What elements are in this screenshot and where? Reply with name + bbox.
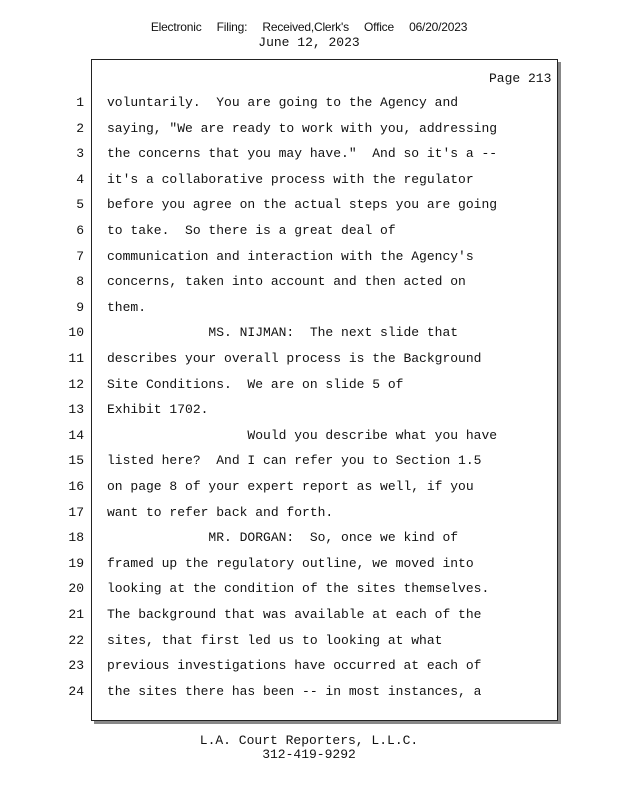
line-text: voluntarily. You are going to the Agency and: [107, 95, 459, 110]
transcript-line: [0, 428, 618, 448]
line-number: 23: [68, 658, 84, 674]
transcript-line: [0, 479, 618, 499]
line-text: The background that was available at each of the: [107, 607, 482, 622]
line-text: Would you describe what you have: [107, 427, 498, 443]
line-text: Exhibit 1702.: [107, 402, 209, 418]
transcript-line: [0, 197, 618, 217]
line-text: looking at the condition of the sites themselves.: [107, 581, 490, 597]
filing-stamp-date: 06/20/2023: [409, 20, 468, 34]
line-number: 11: [68, 351, 84, 366]
transcript-line: [0, 505, 618, 525]
line-number: 17: [68, 504, 84, 520]
filing-stamp: [0, 20, 618, 34]
filing-stamp-word: Received,Clerk's: [262, 20, 349, 34]
transcript-line: [0, 581, 618, 601]
line-text: describes your overall process is the Background: [107, 351, 482, 366]
line-text: framed up the regulatory outline, we moved into: [107, 555, 474, 571]
line-number: 4: [76, 171, 84, 187]
transcript-date: June 12, 2023: [258, 35, 360, 50]
line-number: 18: [68, 530, 84, 546]
transcript-line: [0, 556, 618, 576]
transcript-line: [0, 121, 618, 141]
transcript-line: [0, 146, 618, 166]
line-number: 2: [76, 120, 84, 136]
line-text: on page 8 of your expert report as well, if you: [107, 479, 474, 494]
line-text: them.: [107, 299, 147, 315]
line-text: concerns, taken into account and then acted on: [107, 274, 466, 290]
line-number: 16: [68, 479, 84, 494]
filing-stamp-word: Electronic: [150, 20, 202, 34]
line-number: 7: [76, 248, 84, 264]
line-text: Site Conditions. We are on slide 5 of: [107, 376, 404, 392]
line-text: MR. DORGAN: So, once we kind of: [107, 530, 459, 546]
transcript-line: [0, 658, 618, 678]
filing-stamp-word: Filing:: [216, 20, 248, 34]
line-number: 3: [76, 146, 84, 162]
footer-phone: 312-419-9292: [262, 747, 356, 762]
line-number: 24: [68, 683, 84, 699]
line-number: 5: [76, 197, 84, 213]
line-number: 20: [68, 581, 84, 597]
line-text: listed here? And I can refer you to Section 1.5: [107, 453, 482, 469]
line-text: the sites there has been -- in most instances, a: [107, 683, 482, 699]
footer-company: L.A. Court Reporters, L.L.C.: [199, 733, 419, 748]
transcript-line: [0, 325, 618, 345]
transcript-line: [0, 172, 618, 192]
transcript-line: [0, 530, 618, 550]
line-number: 6: [76, 223, 84, 238]
line-text: before you agree on the actual steps you are going: [107, 197, 498, 213]
page-number: Page 213: [489, 71, 552, 86]
transcript-line: [0, 223, 618, 243]
line-text: communication and interaction with the Agency's: [107, 248, 474, 264]
line-number: 8: [76, 274, 84, 290]
line-text: MS. NIJMAN: The next slide that: [107, 325, 459, 341]
transcript-line: [0, 249, 618, 269]
transcript-line: [0, 402, 618, 422]
line-text: sites, that first led us to looking at what: [107, 632, 443, 648]
transcript-line: [0, 607, 618, 627]
line-number: 19: [68, 555, 84, 571]
line-number: 13: [68, 402, 84, 418]
transcript-line: [0, 351, 618, 371]
line-number: 1: [76, 95, 84, 110]
line-text: the concerns that you may have." And so it's a --: [107, 146, 498, 162]
transcript-line: [0, 684, 618, 704]
line-text: it's a collaborative process with the regulator: [107, 171, 474, 187]
line-number: 22: [68, 632, 84, 648]
transcript-line: [0, 274, 618, 294]
line-text: previous investigations have occurred at each of: [107, 658, 482, 674]
transcript-line: [0, 453, 618, 473]
transcript-line: [0, 300, 618, 320]
line-number: 21: [68, 607, 84, 622]
line-text: saying, "We are ready to work with you, addressing: [107, 120, 498, 136]
line-number: 14: [68, 427, 84, 443]
transcript-line: [0, 633, 618, 653]
line-number: 9: [76, 299, 84, 315]
transcript-line: [0, 377, 618, 397]
line-number: 15: [68, 453, 84, 469]
filing-stamp-word: Office: [364, 20, 394, 34]
line-number: 10: [68, 325, 84, 341]
line-text: want to refer back and forth.: [107, 504, 334, 520]
line-number: 12: [68, 376, 84, 392]
line-text: to take. So there is a great deal of: [107, 223, 396, 238]
transcript-line: [0, 95, 618, 115]
